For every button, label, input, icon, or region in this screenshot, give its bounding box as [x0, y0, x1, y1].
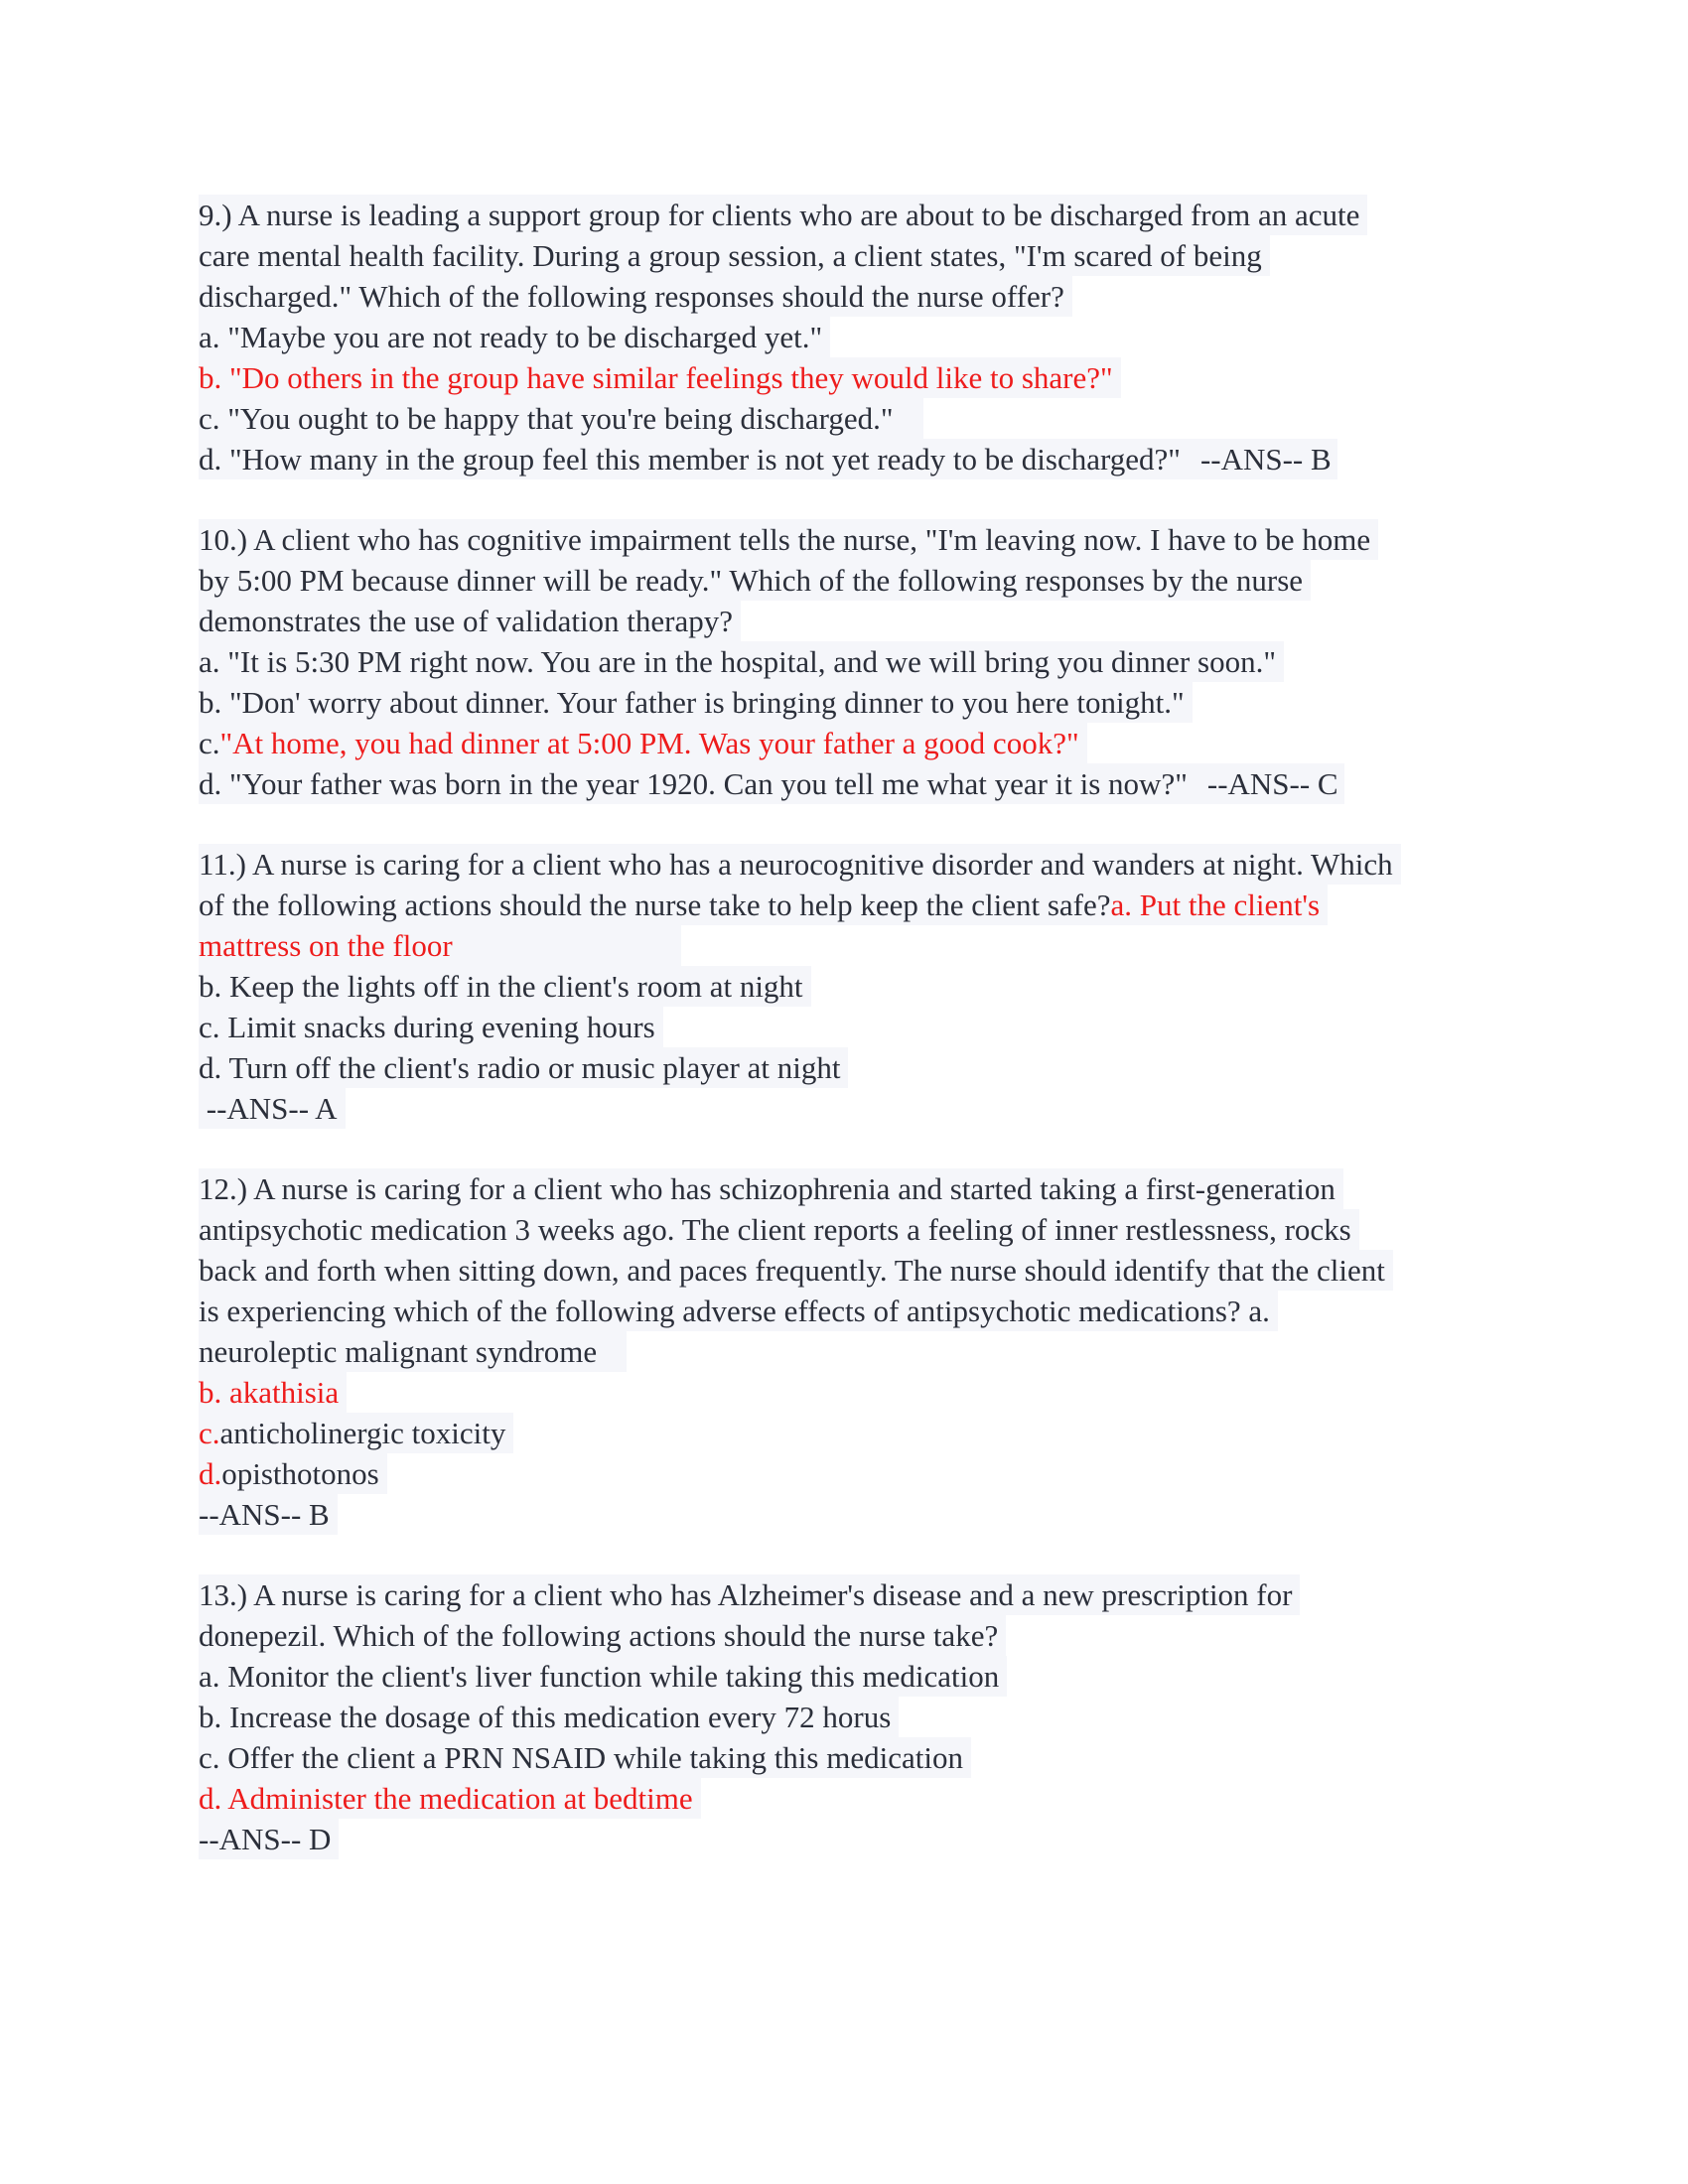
question-text-line: discharged." Which of the following responses should the nurse offer?: [199, 276, 1072, 317]
option-letter: c.: [199, 1416, 220, 1450]
answer-option-d: d. Turn off the client's radio or music player at night: [199, 1047, 848, 1088]
question-text-line: 13.) A nurse is caring for a client who has Alzheimer's disease and a new prescription for: [199, 1574, 1300, 1615]
answer-option-a-correct: a. Put the client's: [1110, 887, 1321, 922]
question-text-line: 11.) A nurse is caring for a client who has a neurocognitive disorder and wanders at night. Which: [199, 844, 1401, 885]
answer-option-a: a. "Maybe you are not ready to be discharged yet.": [199, 317, 830, 357]
option-letter: d.: [199, 1456, 222, 1491]
question-text-line: by 5:00 PM because dinner will be ready." Which of the following responses by the nurse: [199, 560, 1311, 601]
question-text-line: demonstrates the use of validation therapy?: [199, 601, 741, 641]
document-page: [199, 195, 1509, 1899]
answer-option-c: anticholinergic toxicity: [219, 1416, 506, 1450]
answer-key: --ANS-- B: [1199, 442, 1332, 477]
answer-option-d-row: [199, 439, 1337, 479]
question-text: of the following actions should the nurse take to help keep the client safe?: [199, 887, 1111, 922]
answer-option-c: c. "You ought to be happy that you're being discharged.": [199, 398, 923, 439]
answer-key: --ANS-- B: [199, 1494, 338, 1535]
question-text-line: antipsychotic medication 3 weeks ago. The client reports a feeling of inner restlessness, rocks: [199, 1209, 1359, 1250]
answer-option-b: b. Keep the lights off in the client's room at night: [199, 966, 811, 1007]
answer-option-c-row: [199, 1413, 513, 1453]
question-text-line: 12.) A nurse is caring for a client who has schizophrenia and started taking a first-generation: [199, 1168, 1343, 1209]
answer-option-d-correct: d. Administer the medication at bedtime: [199, 1778, 701, 1819]
answer-option-a: a. "It is 5:30 PM right now. You are in the hospital, and we will bring you dinner soon.": [199, 641, 1284, 682]
answer-option-b: b. "Don' worry about dinner. Your father is bringing dinner to you here tonight.": [199, 682, 1193, 723]
answer-option-c-row: [199, 723, 1087, 763]
question-10: [199, 519, 1509, 804]
answer-option-a: a. Monitor the client's liver function while taking this medication: [199, 1656, 1007, 1697]
answer-option-d: opisthotonos: [221, 1456, 379, 1491]
question-9: [199, 195, 1509, 479]
answer-option-c-correct: "At home, you had dinner at 5:00 PM. Was your father a good cook?": [219, 726, 1079, 760]
question-11: [199, 844, 1509, 1129]
answer-key-text: --ANS-- A: [206, 1091, 338, 1126]
answer-option-a: neuroleptic malignant syndrome: [199, 1331, 627, 1372]
answer-key: --ANS-- D: [199, 1819, 339, 1859]
answer-option-d-row: [199, 763, 1344, 804]
answer-option-b-correct: b. akathisia: [199, 1372, 347, 1413]
answer-option-a-correct-cont: mattress on the floor: [199, 925, 681, 966]
answer-option-d: d. "Your father was born in the year 1920. Can you tell me what year it is now?": [199, 766, 1188, 801]
question-13: [199, 1574, 1509, 1859]
answer-key: --ANS-- C: [1206, 766, 1338, 801]
answer-option-d-row: [199, 1453, 387, 1494]
answer-key: [199, 1088, 346, 1129]
answer-option-b-correct: b. "Do others in the group have similar feelings they would like to share?": [199, 357, 1121, 398]
question-text-line-with-answer: [199, 885, 1328, 925]
option-letter: c.: [199, 726, 220, 760]
answer-option-c: c. Offer the client a PRN NSAID while taking this medication: [199, 1737, 971, 1778]
question-text-line: back and forth when sitting down, and paces frequently. The nurse should identify that the client: [199, 1250, 1393, 1291]
question-text-line: is experiencing which of the following adverse effects of antipsychotic medications? a.: [199, 1291, 1278, 1331]
question-12: [199, 1168, 1509, 1535]
question-text-line: 9.) A nurse is leading a support group for clients who are about to be discharged from an acute: [199, 195, 1367, 235]
question-text-line: care mental health facility. During a group session, a client states, "I'm scared of being: [199, 235, 1270, 276]
question-text-line: donepezil. Which of the following actions should the nurse take?: [199, 1615, 1006, 1656]
question-text-line: 10.) A client who has cognitive impairment tells the nurse, "I'm leaving now. I have to be home: [199, 519, 1378, 560]
answer-option-b: b. Increase the dosage of this medication every 72 horus: [199, 1697, 899, 1737]
answer-option-c: c. Limit snacks during evening hours: [199, 1007, 663, 1047]
answer-option-d: d. "How many in the group feel this member is not yet ready to be discharged?": [199, 442, 1181, 477]
